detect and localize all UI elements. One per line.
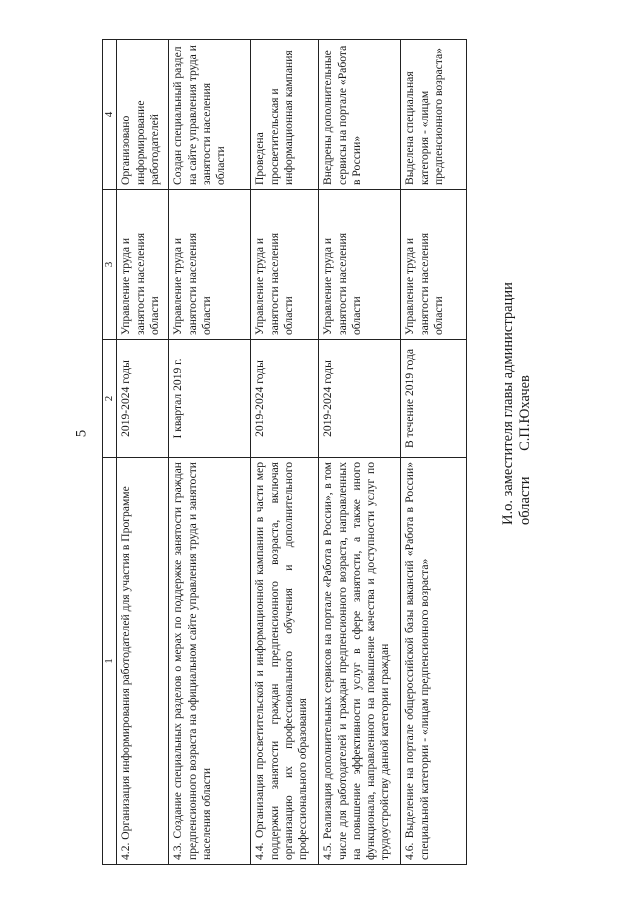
header-cell: 4 <box>103 40 117 190</box>
period-cell: 2019-2024 годы <box>251 340 319 458</box>
measure-cell: 4.3. Создание специальных разделов о мерах по поддержке занятости граждан предпенсионного возраста на официальном сайте управления труда и занятости населения области <box>169 458 251 865</box>
table-row <box>319 40 401 865</box>
executor-cell: Управление труда и занятости населения области <box>319 190 401 340</box>
executor-cell: Управление труда и занятости населения области <box>117 190 169 340</box>
period-cell: В течение 2019 года <box>401 340 467 458</box>
measure-cell: 4.5. Реализация дополнительных сервисов на портале «Работа в России», в том числе для работодателей и граждан предпенсионного возраста, направленных на повышение эффективности услуг в сфере занятости, а также иного функционала, направленного на повышение качества и доступности услуг по трудоустройству данной категории граждан <box>319 458 401 865</box>
measure-cell: 4.2. Организация информирования работодателей для участия в Программе <box>117 458 169 865</box>
signatory-name: С.П.Юхачев <box>516 375 533 451</box>
measure-cell: 4.6. Выделение на портале общероссийской базы вакансий «Работа в России» специальной категории - «лицам предпенсионного возраста» <box>401 458 467 865</box>
header-cell: 3 <box>103 190 117 340</box>
period-cell: 2019-2024 годы <box>117 340 169 458</box>
table-row <box>117 40 169 865</box>
table-row <box>401 40 467 865</box>
executor-cell: Управление труда и занятости населения области <box>169 190 251 340</box>
period-cell: 2019-2024 годы <box>319 340 401 458</box>
signature-block <box>500 145 533 525</box>
rotated-table-container <box>102 40 512 865</box>
signatory-org: области <box>516 476 533 525</box>
result-cell: Выделена специальная категория - «лицам предпенсионного возраста» <box>401 40 467 190</box>
header-cell: 2 <box>103 340 117 458</box>
measure-cell: 4.4. Организация просветительской и информационной кампании в части мер поддержки занятости граждан предпенсионного возраста, включая организацию их профессионального обучения и дополнительного профессионального образования <box>251 458 319 865</box>
period-cell: I квартал 2019 г. <box>169 340 251 458</box>
table-header-row <box>103 40 117 865</box>
result-cell: Внедрены дополнительные сервисы на портале «Работа в России» <box>319 40 401 190</box>
result-cell: Создан специальный раздел на сайте управления труда и занятости населения области <box>169 40 251 190</box>
table-row <box>169 40 251 865</box>
table-row <box>251 40 319 865</box>
executor-cell: Управление труда и занятости населения области <box>401 190 467 340</box>
executor-cell: Управление труда и занятости населения области <box>251 190 319 340</box>
measures-table <box>102 39 467 865</box>
result-cell: Проведена просветительская и информационная кампания <box>251 40 319 190</box>
result-cell: Организовано информирование работодателей <box>117 40 169 190</box>
header-cell: 1 <box>103 458 117 865</box>
page-number: 5 <box>73 429 90 438</box>
signatory-title: И.о. заместителя главы администрации <box>500 282 516 525</box>
